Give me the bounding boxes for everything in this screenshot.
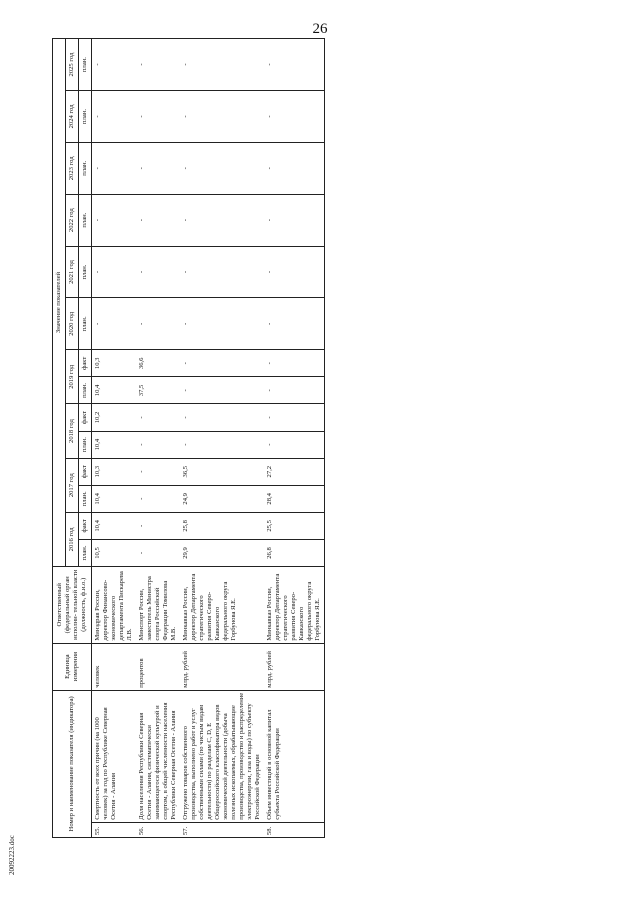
- table-row: [264, 39, 325, 838]
- value-cell: -: [92, 91, 137, 143]
- value-cell: -: [92, 194, 137, 246]
- header-year-2016: 2016 год: [66, 512, 79, 566]
- header-plan: план.: [79, 377, 92, 404]
- header-plan: план.: [79, 298, 92, 350]
- value-cell: -: [180, 246, 264, 298]
- responsible-cell: Минспорт России, заместитель Министра спорта Российской Федерации Томилова М.В.: [136, 567, 180, 644]
- value-cell: -: [264, 404, 325, 431]
- header-year-2020: 2020 год: [66, 298, 79, 350]
- value-cell: 25,8: [180, 512, 264, 539]
- value-cell: -: [180, 142, 264, 194]
- header-fact: факт: [79, 458, 92, 485]
- value-cell: 27,2: [264, 458, 325, 485]
- indicator-name: Объем инвестиций в основной капитал субъекта Российской Федерации: [264, 690, 325, 822]
- value-cell: -: [92, 142, 137, 194]
- table-row: [180, 39, 264, 838]
- value-cell: 29,9: [180, 539, 264, 566]
- row-number: 55.: [92, 822, 137, 837]
- value-cell: 10,4: [92, 485, 137, 512]
- indicator-name: Смертность от всех причин (на 1000 человек) за год по Республике Северная Осетия - Алания: [92, 690, 137, 822]
- header-plan: план.: [79, 431, 92, 458]
- value-cell: 28,4: [264, 485, 325, 512]
- row-number: 58.: [264, 822, 325, 837]
- value-cell: 10,4: [92, 512, 137, 539]
- value-cell: 10,5: [92, 539, 137, 566]
- value-cell: -: [264, 377, 325, 404]
- value-cell: 25,5: [264, 512, 325, 539]
- value-cell: 10,3: [92, 350, 137, 377]
- value-cell: -: [180, 194, 264, 246]
- value-cell: -: [180, 350, 264, 377]
- header-fact: факт: [79, 404, 92, 431]
- value-cell: -: [92, 246, 137, 298]
- table-row: [92, 39, 137, 838]
- value-cell: -: [264, 142, 325, 194]
- value-cell: -: [180, 431, 264, 458]
- value-cell: -: [136, 431, 180, 458]
- value-cell: -: [136, 142, 180, 194]
- header-year-2025: 2025 год: [66, 39, 79, 91]
- header-year-2021: 2021 год: [66, 246, 79, 298]
- value-cell: 24,9: [180, 485, 264, 512]
- value-cell: -: [136, 194, 180, 246]
- header-year-2017: 2017 год: [66, 458, 79, 512]
- responsible-cell: Минкавказ России, директор Департамента стратегического развития Северо-Кавказского федерального округа Горбунова Я.Е.: [180, 567, 264, 644]
- header-plan: план.: [79, 142, 92, 194]
- value-cell: 10,4: [92, 431, 137, 458]
- header-indicator-name: Номер и наименование показателя (индикатора): [53, 690, 92, 837]
- header-year-2019: 2019 год: [66, 350, 79, 404]
- value-cell: -: [92, 298, 137, 350]
- value-cell: -: [264, 246, 325, 298]
- header-responsible: Ответственный (федеральный орган исполни- тельной власти (должность, ф.и.о.): [53, 567, 92, 644]
- row-number: 57.: [180, 822, 264, 837]
- value-cell: 10,4: [92, 377, 137, 404]
- value-cell: 36,5: [180, 458, 264, 485]
- value-cell: -: [264, 194, 325, 246]
- rotated-table-stage: [52, 38, 476, 838]
- header-year-2023: 2023 год: [66, 142, 79, 194]
- header-year-2018: 2018 год: [66, 404, 79, 458]
- value-cell: -: [264, 431, 325, 458]
- unit-cell: млрд. рублей: [264, 643, 325, 690]
- header-unit: Единица измерения: [53, 643, 92, 690]
- value-cell: -: [136, 458, 180, 485]
- header-plan: план.: [79, 539, 92, 566]
- value-cell: -: [136, 298, 180, 350]
- document-filename: 20092223.doc: [8, 835, 16, 875]
- value-cell: -: [264, 39, 325, 91]
- table-row: [136, 39, 180, 838]
- value-cell: 26,8: [264, 539, 325, 566]
- unit-cell: млрд. рублей: [180, 643, 264, 690]
- value-cell: -: [136, 485, 180, 512]
- indicators-table: [52, 38, 325, 838]
- value-cell: -: [180, 298, 264, 350]
- unit-cell: человек: [92, 643, 137, 690]
- value-cell: -: [264, 350, 325, 377]
- header-plan: план.: [79, 485, 92, 512]
- unit-cell: процентов: [136, 643, 180, 690]
- header-plan: план.: [79, 246, 92, 298]
- indicator-name: Доля населения Республики Северная Осетия - Алания, систематически занимающегося физической культурой и спортом, в общей численности населения Республики Северная Осетия - Алания: [136, 690, 180, 822]
- header-plan: план.: [79, 194, 92, 246]
- value-cell: -: [264, 298, 325, 350]
- value-cell: 37,5: [136, 377, 180, 404]
- header-plan: план.: [79, 39, 92, 91]
- value-cell: -: [136, 404, 180, 431]
- value-cell: -: [180, 39, 264, 91]
- value-cell: -: [136, 512, 180, 539]
- row-number: 56.: [136, 822, 180, 837]
- header-fact: факт: [79, 512, 92, 539]
- page-number: 26: [312, 21, 328, 37]
- value-cell: -: [180, 91, 264, 143]
- value-cell: 10,3: [92, 458, 137, 485]
- value-cell: -: [136, 246, 180, 298]
- value-cell: -: [264, 91, 325, 143]
- value-cell: -: [92, 39, 137, 91]
- header-year-2022: 2022 год: [66, 194, 79, 246]
- responsible-cell: Минкавказ России, директор Департамента стратегического развития Северо-Кавказского федерального округа Горбунова Я.Е.: [264, 567, 325, 644]
- value-cell: -: [180, 377, 264, 404]
- responsible-cell: Минздрав России, директор Финансово-экономического департамента Пискарева Л.В.: [92, 567, 137, 644]
- header-year-2024: 2024 год: [66, 91, 79, 143]
- value-cell: -: [136, 539, 180, 566]
- header-fact: факт: [79, 350, 92, 377]
- value-cell: -: [136, 91, 180, 143]
- value-cell: 10,2: [92, 404, 137, 431]
- value-cell: -: [136, 39, 180, 91]
- header-values-group: Значение показателей: [53, 39, 66, 567]
- value-cell: -: [180, 404, 264, 431]
- value-cell: 36,6: [136, 350, 180, 377]
- indicator-name: Отгружено товаров собственного производства, выполнено работ и услуг собственными силами (по чистым видам деятельности) по разделам C, D, E Общероссийского классификатора видов экономической деятельности (добыча полезных ископаемых, обрабатывающие производства, производство и распределение электроэнергии, газа и воды) по субъекту Российской Федерации: [180, 690, 264, 822]
- header-plan: план.: [79, 91, 92, 143]
